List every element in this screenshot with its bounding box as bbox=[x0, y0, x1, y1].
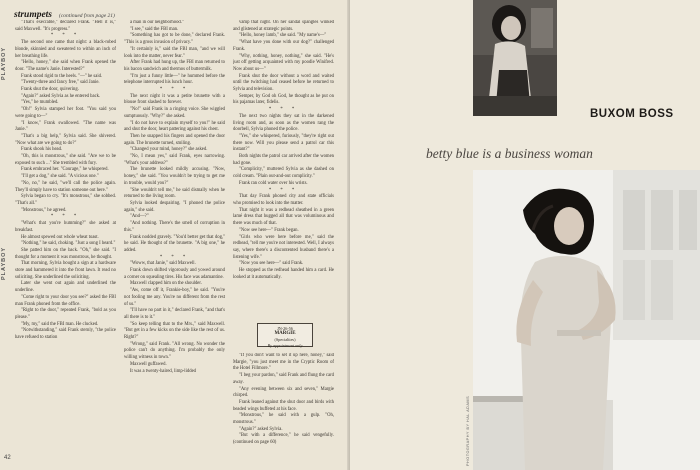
text-column-3 bbox=[233, 20, 334, 460]
paragraph: "Hello, honey lamb," she said. "My name's—" bbox=[239, 33, 327, 39]
paragraph: vamp that night. On her sandal spangles winked and glistened at strategic points. bbox=[233, 20, 334, 32]
paragraph: Frank ran cold water over his wrists. bbox=[239, 180, 308, 186]
paragraph: "Yes," she whispered, furiously, "they're right out there now. Will you please send a patrol car this instant?" bbox=[233, 133, 334, 153]
calling-card bbox=[257, 323, 313, 347]
paragraph: "Aw, come off it, Frankie-boy," he said. "You're not fooling me any. You're no different from the rest of us." bbox=[124, 288, 225, 307]
paragraph: Frank shut the door without a word and waited until the twitching had ceased before he returned to Sylvia and television. bbox=[233, 73, 334, 93]
continued-from: (continued from page 21) bbox=[59, 13, 115, 19]
paragraph: "Oh!" Sylvia stamped her foot. "You said you were going to—" bbox=[15, 107, 116, 119]
paragraph: "Girls who were here before me," said the redhead, "tell me you're not interested. Well, I always say, where there's a discontented husband there's a listening wife." bbox=[233, 234, 334, 260]
paragraph: * * * bbox=[159, 254, 190, 260]
paragraph: "Why, nothing, honey, nothing," she said. "He's just off getting acquainted with my poodle Winifred. Now about us—" bbox=[233, 53, 334, 72]
paragraph: The next two nights they sat in the darkened living room and, as soon as the women rang the doorbell, Sylvia phoned the police. bbox=[233, 113, 334, 133]
paragraph: "That's a big help," Sylvia said. She shivered. "Now what are we going to do?" bbox=[15, 133, 116, 146]
paragraph: "What's that you're humming?" she asked at breakfast. bbox=[15, 221, 116, 233]
paragraph: After Frank had hung up, the FBI man returned to his bacon sandwich and thermos of buttermilk. bbox=[124, 60, 225, 72]
text-column-2 bbox=[124, 20, 225, 460]
paragraph: "Monstrous," he said with a gulp. "Oh, monstrous." bbox=[233, 413, 334, 426]
paragraph: "No, I mean yes," said Frank, eyes narrowing. "What's your address?" bbox=[124, 154, 225, 166]
article-title: BUXOM BOSS bbox=[590, 108, 674, 120]
card-phone: JN-26-56 bbox=[277, 326, 293, 331]
paragraph: "Now you see here—" said Frank. bbox=[239, 261, 304, 267]
paragraph: Frank nodded gravely. "You'd better get that dog," he said. He thought of the brunette. "A big one," he added. bbox=[124, 234, 225, 253]
paragraph: "Twenty-three and fancy free," said Janie. bbox=[21, 80, 100, 86]
text-column-3-top bbox=[233, 20, 334, 321]
paragraph: "Woww, that Janie," said Maxwell. bbox=[130, 261, 196, 267]
story-title: strumpets bbox=[14, 10, 53, 20]
story-header bbox=[14, 4, 344, 20]
paragraph: Frank leaned against the shut door and birds with beaded wings buffeted at his face. bbox=[233, 399, 334, 412]
paragraph: "Changed your mind, honey?" she asked. bbox=[130, 147, 208, 153]
paragraph: Both nights the patrol car arrived after the women had gone. bbox=[233, 154, 334, 166]
paragraph: "No, no," he said, "we'll call the police again. They'll simply have to station someone out here." bbox=[15, 180, 116, 193]
paragraph: "And nothing. There's the smell of corruption in this." bbox=[124, 221, 225, 233]
paragraph: Frank stood rigid to the heels. "—" he said. bbox=[21, 73, 103, 79]
paragraph: "Wrong," said Frank. "All wrong. No wonder the police can't do anything. I'm probably the only willing witness in town." bbox=[124, 341, 225, 361]
paragraph: "I beg your pardon," said Frank and flung the card away. bbox=[233, 373, 334, 385]
paragraph: "I do not have to explain myself to you!" he said and shut the door, heart pattering against his chest. bbox=[124, 120, 225, 133]
paragraph: "I'll have no part in it," declared Frank, "and that's all there is to it." bbox=[124, 308, 225, 320]
paragraph: "Complicity," muttered Sylvia as she dashed on cold cream. "Plain out-and-out complicity." bbox=[233, 167, 334, 180]
paragraph: Frank shook his head. bbox=[21, 147, 63, 153]
paragraph: Then he snapped his fingers and opened the door again. The brunette turned, smiling. bbox=[124, 133, 225, 146]
paragraph: "Right to the door," repeated Frank, "bold as you please." bbox=[15, 308, 116, 320]
paragraph: "Any evening between six and seven," Margie chirped. bbox=[233, 386, 334, 399]
paragraph: "She wouldn't tell me," he said dismally when he returned to the living room. bbox=[124, 187, 225, 200]
paragraph: "What have you done with our dog?" challenged Frank. bbox=[233, 40, 334, 52]
paragraph: Sylvia began to cry. "It's monstrous," she sobbed. "That's all." bbox=[15, 194, 116, 206]
paragraph: That night it was a redhead sheathed in a green lamé dress that hugged all that was voluminous and there was much of that. bbox=[233, 207, 334, 227]
paragraph: "Now see here—" Frank began. bbox=[239, 227, 299, 233]
paragraph: Later she went out again and underlined the underline. bbox=[15, 281, 116, 294]
paragraph: "That's execrable," declared Frank. "Hell it is," said Maxwell. "It's progress." bbox=[15, 20, 116, 32]
paragraph: Maxwell clapped him on the shoulder. bbox=[130, 281, 202, 287]
paragraph: Semper, by God oh God, he thought as he put on his pajamas later, fidelis. bbox=[233, 93, 334, 106]
paragraph: That day Frank phoned city and state officials who promised to look into the matter. bbox=[233, 194, 334, 206]
article-subtitle: betty blue is a business woman bbox=[426, 146, 593, 161]
paragraph: "Come right to your door you see?" asked the FBI man Frank phoned from the office. bbox=[15, 294, 116, 307]
paragraph: The brunette looked mildly accusing. "Now, honey," she said. "You wouldn't be trying to get me in trouble, would you?" bbox=[124, 167, 225, 186]
portrait-photo-image bbox=[473, 0, 557, 116]
paragraph: He almost spewed out whole wheat toast. bbox=[21, 234, 99, 240]
photo-woman-portrait bbox=[473, 0, 557, 116]
card-specialty: (Specialties) bbox=[274, 337, 296, 343]
paragraph: Maxwell guffawed. bbox=[130, 361, 167, 367]
paragraph: "Something has got to be done," declared Frank. "This is a gross invasion of privacy." bbox=[124, 33, 225, 46]
paragraph: * * * bbox=[50, 214, 81, 220]
paragraph: * * * bbox=[268, 187, 299, 193]
paragraph: Sylvia looked despairing. "I phoned the police again," she said. bbox=[124, 200, 225, 213]
card-appointment: By appointment only bbox=[267, 342, 303, 348]
text-column-3-bottom bbox=[233, 353, 334, 459]
paragraph: It was a twenty-haired, limp-lidded bbox=[130, 368, 196, 374]
paragraph: He stopped as the redhead handed him a card. He looked at it automatically. bbox=[233, 268, 334, 280]
paragraph: "And—?" bbox=[130, 214, 149, 220]
paragraph: "Monstrous," he agreed. bbox=[21, 207, 67, 213]
paragraph: * * * bbox=[50, 33, 81, 39]
dress-photo-image bbox=[473, 170, 700, 470]
paragraph: "Nothing," he said, choking. "Just a song I heard." bbox=[21, 241, 116, 247]
paragraph: "Again?" asked Sylvia as he entered back. bbox=[21, 93, 101, 99]
paragraph: a man in our neighborhood." bbox=[130, 20, 184, 25]
page-number: 42 bbox=[4, 455, 11, 461]
paragraph: * * * bbox=[268, 107, 299, 113]
paragraph: The next night it was a petite brunette with a blouse front slashed to forever. bbox=[124, 93, 225, 106]
side-label-magazine-lower: PLAYBOY bbox=[1, 246, 7, 280]
text-column-1 bbox=[15, 20, 116, 460]
paragraph: "I'm just a funny little—" he hummed before the telephone interrupted his lunch hour. bbox=[124, 73, 225, 86]
paragraph: "I know," Frank swallowed. "The name was Janie." bbox=[15, 120, 116, 133]
paragraph: "My, my," said the FBI man. He clucked. bbox=[21, 321, 99, 327]
paragraph: She patted him on the back. "Oh," she said. "I thought for a moment it was monstrous, he thought. bbox=[15, 247, 116, 260]
paragraph: "So keep telling that to the Mrs.," said Maxwell. "But get in a few kicks on the side like the rest of us. Right?" bbox=[124, 321, 225, 341]
photo-woman-dress bbox=[473, 170, 700, 470]
side-label-magazine: PLAYBOY bbox=[1, 46, 7, 80]
paragraph: Frank shut the door, quivering. bbox=[21, 87, 79, 93]
paragraph: "Yes," he mumbled. bbox=[21, 100, 59, 106]
paragraph: "Oh, this is monstrous," she said. "Are we to be exposed to such ..." She trembled with fury. bbox=[15, 154, 116, 166]
paragraph: Frank down shifted vigorously and yowed around a corner on squealing tires. His face was adamantine. bbox=[124, 268, 225, 280]
paragraph: Frank embraced her. "Courage," he whispered. bbox=[21, 167, 109, 173]
paragraph: The second one came that night: a black-robed blonde, skinnied and sweatered to within an inch of her breathing life. bbox=[15, 40, 116, 59]
card-name: MARGIE bbox=[274, 331, 296, 337]
paragraph: "I'll get a dog," she said. "A vicious one." bbox=[21, 174, 99, 180]
paragraph: "Again?" asked Sylvia. bbox=[239, 426, 283, 432]
paragraph: "I see," said the FBI man. bbox=[130, 26, 179, 32]
paragraph: "But with a difference," he said vengefully. (continued on page 60) bbox=[233, 433, 334, 446]
photo-credit: PHOTOGRAPHY BY HAL ADAMS bbox=[466, 395, 470, 466]
paragraph: "Hello, honey," she said when Frank opened the door. "The name's Janie. Interested?" bbox=[15, 60, 116, 72]
paragraph: "It certainly is," said the FBI man, "and we will look into the matter, never fear." bbox=[124, 46, 225, 59]
paragraph: * * * bbox=[159, 87, 190, 93]
paragraph: "If you don't want to set it up here, honey," said Margie, "you just meet me in the Cryptic Room of the Hotel Fillmore." bbox=[233, 353, 334, 372]
paragraph: "Notwithstanding," said Frank sternly, "the police have refused to station bbox=[15, 328, 116, 341]
paragraph: "No!" said Frank in a ringing voice. She wiggled sumptuously. "Why?" she asked. bbox=[124, 107, 225, 119]
paragraph: That morning, Sylvia bought a sign at a hardware store and hammered it into the front lawn. It read no soliciting. She underlined the soliciting. bbox=[15, 261, 116, 280]
